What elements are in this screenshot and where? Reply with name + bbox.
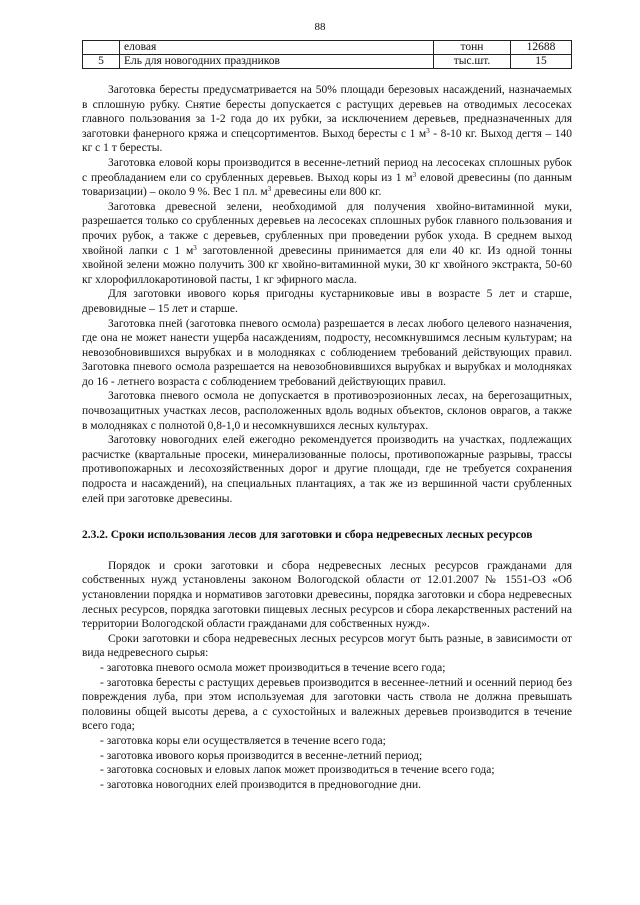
- page-content: [82, 40, 572, 792]
- body-text: [82, 83, 572, 792]
- table-row: [83, 41, 572, 55]
- paragraph-spruce-bark: Заготовка еловой коры производится в весенне-летний период на лесосеках сплошных рубок с преобладанием ели со срубленных деревьев. Выход коры из 1 $м^3$ еловой древесины (по данным товаризации) – около 9 %. Вес 1 пл. $м^3$ древесины ели 800 кг.: [82, 156, 573, 199]
- list-item: - заготовка бересты с растущих деревьев производится в весеннее-летний и осенний период без повреждения луба, при этом используемая для заготовки часть ствола не должна превышать половины общей высоты дерева, а с сухостойных и валежных деревьев производится в течение всего года;: [82, 676, 572, 733]
- table-row: [83, 55, 572, 69]
- list-item: - заготовка сосновых и еловых лапок может производиться в течение всего года;: [100, 764, 495, 777]
- paragraph-stumps: Заготовка пней (заготовка пневого осмола) разрешается в лесах любого целевого назначения, где она не может нанести ущерба насаждениям, подросту, несомкнувшимся лесным культурам; на невозобновившихся вырубках и в молодняках с соблюдением требований действующих правил. Заготовка пневого осмола разрешается на невозобновившихся вырубках и вырубках и молодняках до 16 - летнего возраста с соблюдением требований действующих правил.: [82, 317, 572, 388]
- section-title: 2.3.2. Сроки использования лесов для заготовки и сбора недревесных лесных ресурсов: [82, 529, 533, 542]
- value: 12688: [511, 41, 572, 55]
- paragraph-terms: Сроки заготовки и сбора недревесных лесных ресурсов могут быть разные, в зависимости от вида недревесного сырья:: [82, 632, 572, 660]
- page-number: 88: [314, 21, 326, 33]
- row-number: [83, 41, 120, 55]
- unit: тыс.шт.: [434, 55, 511, 69]
- paragraph-greenery: Заготовка древесной зелени, необходимой для получения хвойно-витаминной муки, разрешается только со срубленных деревьев на лесосеках сплошных рубок главного пользования и прочих рубок, а также с деревьев, срубленных при проведении рубок ухода. В среднем выход хвойной лапки с 1 $м^3$ заготовленной древесины принимается для ели 40 кг. Из одной тонны хвойной зелени можно получить 300 кг хвойно-витаминной муки, 30 кг хвойного экстракта, 50-60 кг хлорофиллокаротиновой пасты, 1 кг эфирного масла.: [82, 200, 572, 286]
- value: 15: [511, 55, 572, 69]
- paragraph-willow: Для заготовки ивового корья пригодны кустарниковые ивы в возрасте 5 лет и старше, древовидные – 15 лет и старше.: [82, 288, 572, 315]
- resource-name: Ель для новогодних праздников: [120, 55, 434, 69]
- unit: тонн: [434, 41, 511, 55]
- resource-name: еловая: [120, 41, 434, 55]
- paragraph-law: Порядок и сроки заготовки и сбора недревесных лесных ресурсов гражданами для собственных нужд установлены законом Вологодской области от 12.01.2007 № 1551-ОЗ «Об установлении порядка и нормативов заготовки древесины, порядка заготовки и сбора недревесных лесных ресурсов, порядка заготовки пищевых лесных ресурсов и сбора лекарственных растений на территории Вологодской области гражданами для собственных нужд».: [82, 559, 572, 631]
- resources-table: [82, 40, 572, 69]
- list-item: - заготовка пневого осмола может производиться в течение всего года;: [100, 661, 446, 674]
- paragraph-christmas-trees: Заготовку новогодних елей ежегодно рекомендуется производить на участках, подлежащих расчистке (квартальные просеки, минерализованные полосы, противопожарные разрывы, трассы противопожарных и лесохозяйственных дорог и другие площади, где не требуется сохранения подроста и насаждений), на специальных плантациях, а так же из вершинной части срубленных елей при заготовке древесины.: [82, 434, 572, 505]
- list-item: - заготовка новогодних елей производится в предновогодние дни.: [100, 778, 422, 791]
- row-number: 5: [83, 55, 120, 69]
- paragraph-stumps-restrictions: Заготовка пневого осмола не допускается в противоэрозионных лесах, на берегозащитных, почвозащитных участках лесов, расположенных вдоль водных объектов, склонов оврагов, а также в молодняках с полнотой 0,8-1,0 и несомкнувшихся лесных культурах.: [82, 390, 572, 432]
- paragraph-birch-bark: Заготовка бересты предусматривается на 50% площади березовых насаждений, назначаемых в сплошную рубку. Снятие бересты допускается с растущих деревьев на отводимых лесосеках главного пользования за 1-2 года до их рубки, за исключением деревьев, предназначенных для заготовки фанерного кряжа и спецсортиментов. Выход бересты с 1 $м^3 - 8-10$ кг. Выход дегтя – 140 кг с 1 т бересты.: [82, 84, 573, 155]
- list-item: - заготовка коры ели осуществляется в течение всего года;: [100, 734, 386, 747]
- list-item: - заготовка ивового корья производится в весенне-летний период;: [100, 749, 423, 762]
